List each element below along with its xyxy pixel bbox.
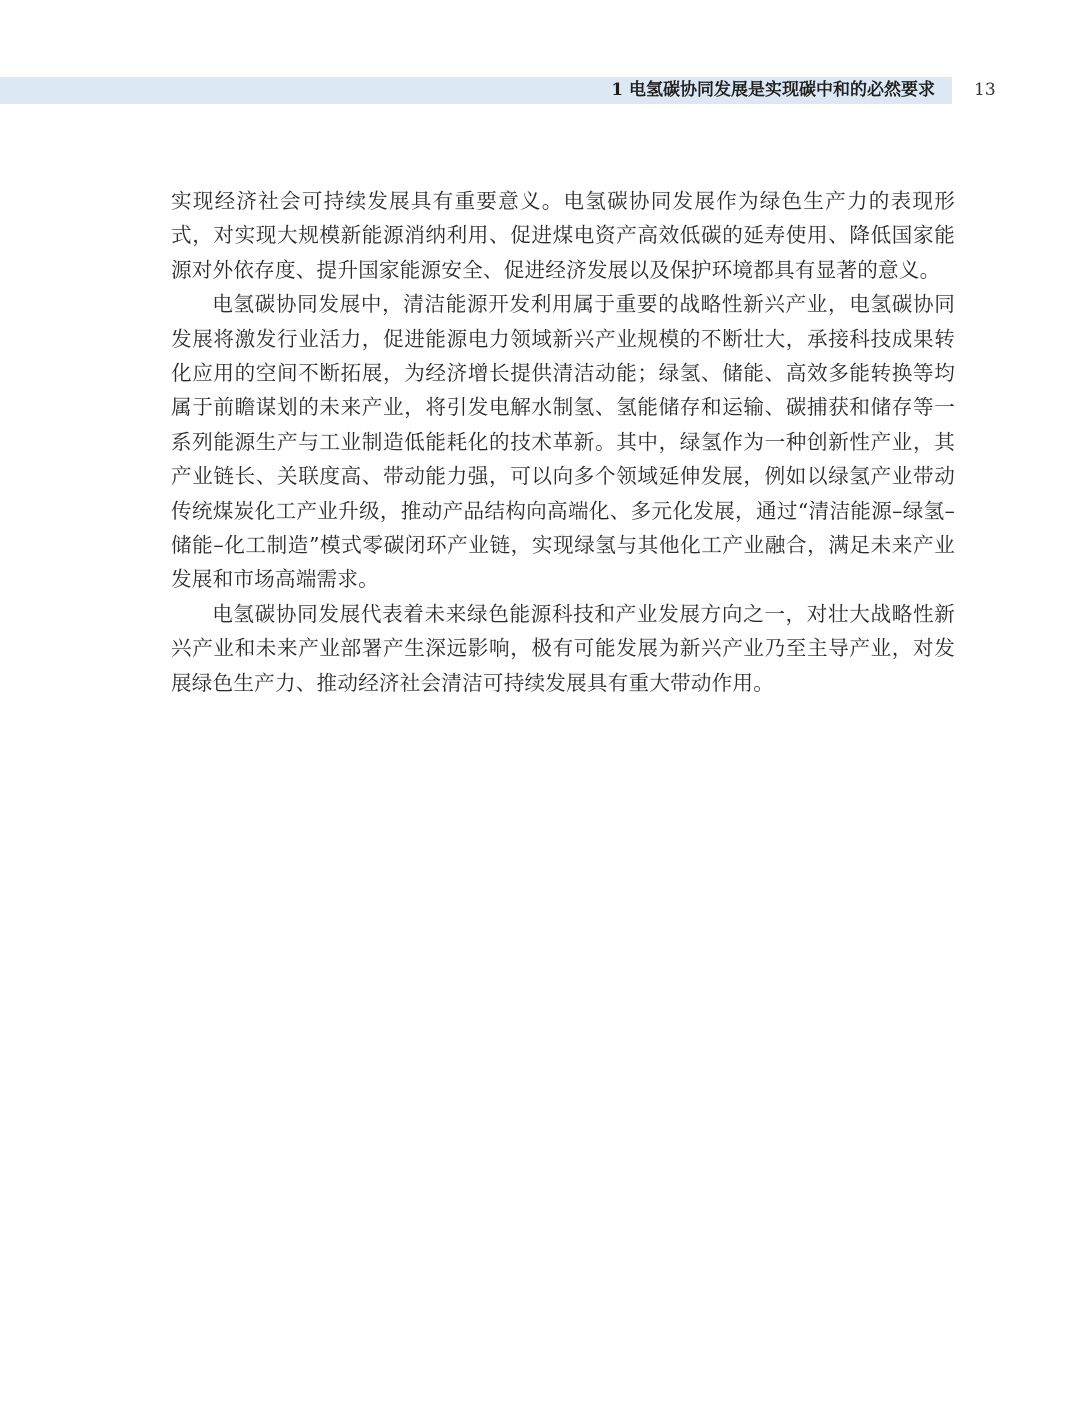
paragraph-continued: 实现经济社会可持续发展具有重要意义。电氢碳协同发展作为绿色生产力的表现形式，对实现大规模新能源消纳利用、促进煤电资产高效低碳的延寿使用、降低国家能源对外依存度、提升国家能源安全、促进经济发展以及保护环境都具有显著的意义。 [171,189,955,282]
body-text [171,184,955,700]
paragraph: 电氢碳协同发展中，清洁能源开发利用属于重要的战略性新兴产业，电氢碳协同发展将激发行业活力，促进能源电力领域新兴产业规模的不断壮大，承接科技成果转化应用的空间不断拓展，为经济增长提供清洁动能；绿氢、储能、高效多能转换等均属于前瞻谋划的未来产业，将引发电解水制氢、氢能储存和运输、碳捕获和储存等一系列能源生产与工业制造低能耗化的技术革新。其中，绿氢作为一种创新性产业，其产业链长、关联度高、带动能力强，可以向多个领域延伸发展，例如以绿氢产业带动传统煤炭化工产业升级，推动产品结构向高端化、多元化发展，通过“清洁能源–绿氢–储能–化工制造”模式零碳闭环产业链，实现绿氢与其他化工产业融合，满足未来产业发展和市场高端需求。 [171,292,955,592]
paragraph: 电氢碳协同发展代表着未来绿色能源科技和产业发展方向之一，对壮大战略性新兴产业和未来产业部署产生深远影响，极有可能发展为新兴产业乃至主导产业，对发展绿色生产力、推动经济社会清洁可持续发展具有重大带动作用。 [171,601,955,695]
page-number: 13 [974,80,996,100]
running-header-title: 1 电氢碳协同发展是实现碳中和的必然要求 [611,80,935,100]
